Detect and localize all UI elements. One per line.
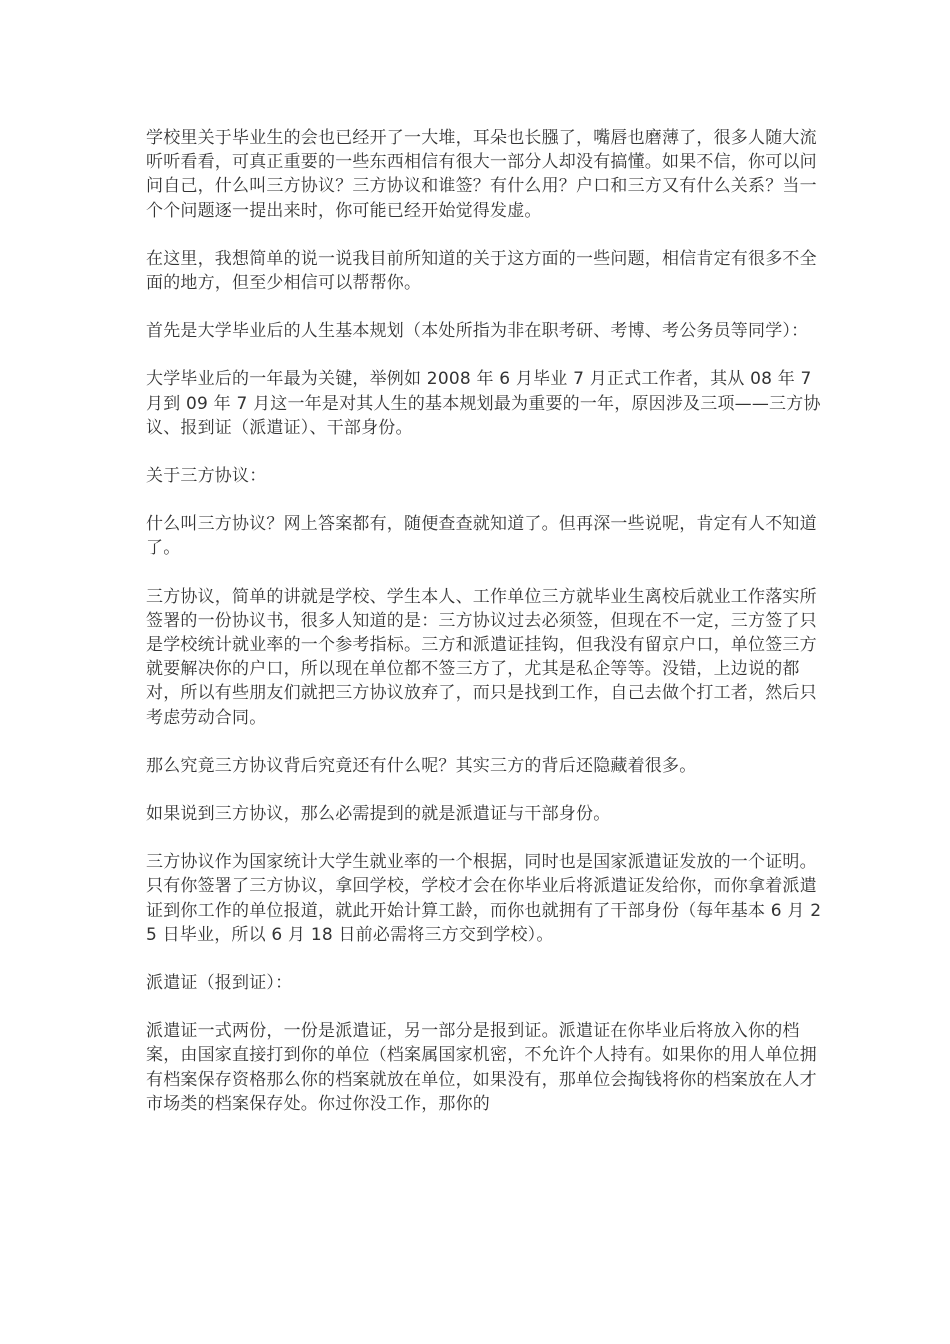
paragraph-agreement-basis: 三方协议作为国家统计大学生就业率的一个根据，同时也是国家派遣证发放的一个证明。只有你签署了三方协议，拿回学校，学校才会在你毕业后将派遣证发给你，而你拿着派遣证到你工作的单位报道，就此开始计算工龄，而你也就拥有了干部身份（每年基本 6 月 25 日毕业，所以 6 月 18 日前必需将三方交到学校）。 (146, 852, 822, 945)
paragraph-key-year: 大学毕业后的一年最为关键，举例如 2008 年 6 月毕业 7 月正式工作者，其从 08 年 7 月到 09 年 7 月这一年是对其人生的基本规划最为重要的一年，原因涉及三项——三方协议、报到证（派遣证）、干部身份。 (146, 369, 821, 438)
paragraph-behind-agreement: 那么究竟三方协议背后究竟还有什么呢？其实三方的背后还隐藏着很多。 (146, 755, 697, 776)
paragraph-planning: 首先是大学毕业后的人生基本规划（本处所指为非在职考研、考博、考公务员等同学）： (146, 321, 809, 342)
paragraph-dispatch-and-status: 如果说到三方协议，那么必需提到的就是派遣证与干部身份。 (146, 804, 611, 825)
paragraph-agreement-explained: 三方协议，简单的讲就是学校、学生本人、工作单位三方就毕业生离校后就业工作落实所签署的一份协议书，很多人知道的是：三方协议过去必须签，但现在不一定，三方签了只是学校统计就业率的一个参考指标。三方和派遣证挂钩，但我没有留京户口，单位签三方就要解决你的户口，所以现在单位都不签三方了，尤其是私企等等。没错，上边说的都对，所以有些朋友们就把三方协议放弃了，而只是找到工作，自己去做个打工者，然后只考虑劳动合同。 (146, 586, 817, 728)
paragraph-what-is-agreement: 什么叫三方协议？网上答案都有，随便查查就知道了。但再深一些说呢，肯定有人不知道了。 (146, 514, 817, 559)
heading-dispatch-certificate: 派遣证（报到证）： (146, 973, 293, 994)
paragraph-purpose: 在这里，我想简单的说一说我目前所知道的关于这方面的一些问题，相信肯定有很多不全面的地方，但至少相信可以帮帮你。 (146, 248, 817, 294)
heading-three-party-agreement: 关于三方协议： (146, 466, 267, 487)
paragraph-dispatch-details: 派遣证一式两份，一份是派遣证，另一部分是报到证。派遣证在你毕业后将放入你的档案，由国家直接打到你的单位（档案属国家机密，不允许个人持有。如果你的用人单位拥有档案保存资格那么你的档案就放在单位，如果没有，那单位会掏钱将你的档案放在人才市场类的档案保存处。你过你没工作，那你的 (146, 1021, 817, 1114)
document-body (146, 126, 826, 1140)
paragraph-intro: 学校里关于毕业生的会也已经开了一大堆，耳朵也长膙了，嘴唇也磨薄了，很多人随大流听听看看，可真正重要的一些东西相信有很大一部分人却没有搞懂。如果不信，你可以问问自己，什么叫三方协议？三方协议和谁签？有什么用？户口和三方又有什么关系？当一个个问题逐一提出来时，你可能已经开始觉得发虚。 (146, 128, 817, 221)
